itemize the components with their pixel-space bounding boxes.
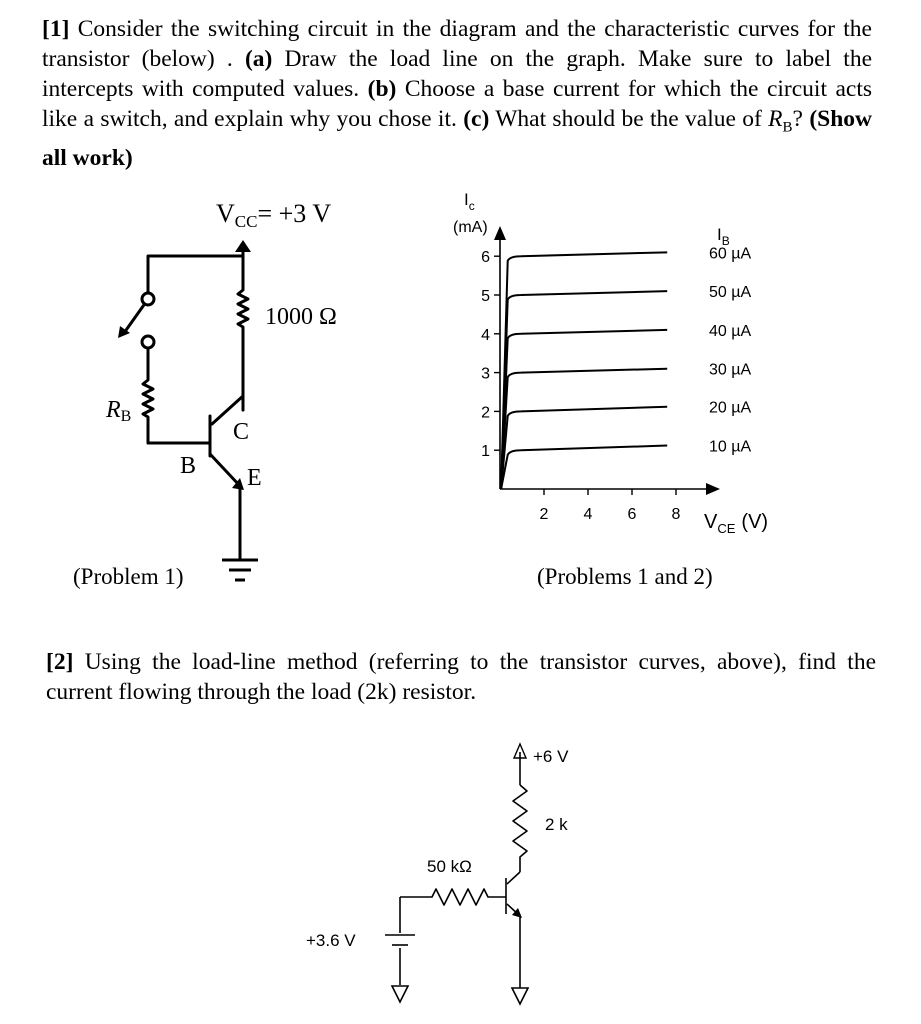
vcc-label: VCC= +3 V: [216, 199, 332, 231]
part-c-text: What should be the value of: [489, 106, 769, 132]
rb-symbol: R: [768, 106, 783, 132]
chart-caption: (Problems 1 and 2): [537, 564, 713, 589]
x-tick-label: 4: [583, 506, 593, 523]
legend-entry-30ua: 30 µA: [709, 361, 752, 379]
problem-1-intro: Consider the switching circuit in the diagram and the characteristic curves for the transistor (below) .: [42, 16, 872, 72]
y-axis-arrowhead: [494, 226, 506, 240]
question-end: ?: [792, 106, 810, 132]
base-resistor-50k: [400, 889, 506, 905]
problem-1-number: [1]: [42, 16, 70, 42]
base-resistor-50k-label: 50 kΩ: [427, 857, 472, 876]
y-axis-label: $I_c$: [464, 190, 475, 213]
resistor-1000-label: 1000 Ω: [265, 304, 337, 330]
x-axis-label: $V_{CE}$ (V): [704, 511, 769, 536]
part-b-label: (b): [367, 76, 397, 102]
problem-2-statement: [46, 647, 876, 707]
legend-entry-20ua: 20 µA: [709, 399, 752, 417]
x-tick-label: 8: [671, 506, 681, 523]
problem-2-text: Using the load-line method (referring to the transistor curves, above), find the current flowing through the load (2k) resistor.: [46, 649, 876, 705]
legend-title: $I_B$: [717, 225, 730, 248]
circuit-2-diagram: [0, 720, 921, 1024]
legend-entry-10ua: 10 µA: [709, 438, 752, 456]
problem-2-number: [2]: [46, 649, 74, 675]
load-2k-label: 2 k: [545, 815, 568, 834]
legend-entry-50ua: 50 µA: [709, 284, 752, 302]
ground-triangle-right: [512, 988, 528, 1004]
ic-curve-50ua: [501, 291, 667, 489]
base-label: B: [180, 453, 197, 479]
part-b-text: Choose a base current for which the circuit acts like a switch, and explain why you chose it.: [42, 76, 872, 132]
collector-label: C: [233, 419, 250, 445]
x-tick-label: 6: [627, 506, 637, 523]
y-tick-label: 4: [481, 326, 490, 344]
y-tick-label: 5: [481, 288, 490, 305]
rb-subscript: B: [782, 119, 793, 136]
part-c-label: (c): [463, 106, 490, 132]
y-tick-label: 1: [481, 443, 490, 461]
ic-curve-10ua: [501, 446, 667, 489]
y-axis-units: (mA): [453, 219, 488, 236]
emitter-label: E: [247, 465, 262, 491]
legend-entry-60ua: 60 µA: [709, 245, 752, 263]
part-a-text: Draw the load line on the graph. Make sure to label the intercepts with computed values.: [42, 46, 872, 102]
y-tick-label: 6: [481, 249, 490, 267]
y-tick-label: 3: [481, 365, 490, 383]
supply-6v-label: +6 V: [533, 747, 569, 766]
x-axis-arrowhead: [706, 483, 720, 495]
ground-triangle-left: [392, 986, 408, 1002]
load-resistor: [513, 785, 527, 872]
y-tick-label: 2: [481, 404, 490, 422]
battery-3-6v-label: +3.6 V: [306, 931, 356, 950]
part-a-label: (a): [244, 46, 273, 72]
rb-label: RB: [106, 397, 132, 425]
show-all-work: (Show all work): [42, 106, 872, 171]
ic-curve-30ua: [501, 369, 667, 489]
problem-1-caption: (Problem 1): [73, 564, 184, 589]
legend-entry-40ua: 40 µA: [709, 322, 752, 340]
x-tick-label: 2: [539, 506, 549, 523]
